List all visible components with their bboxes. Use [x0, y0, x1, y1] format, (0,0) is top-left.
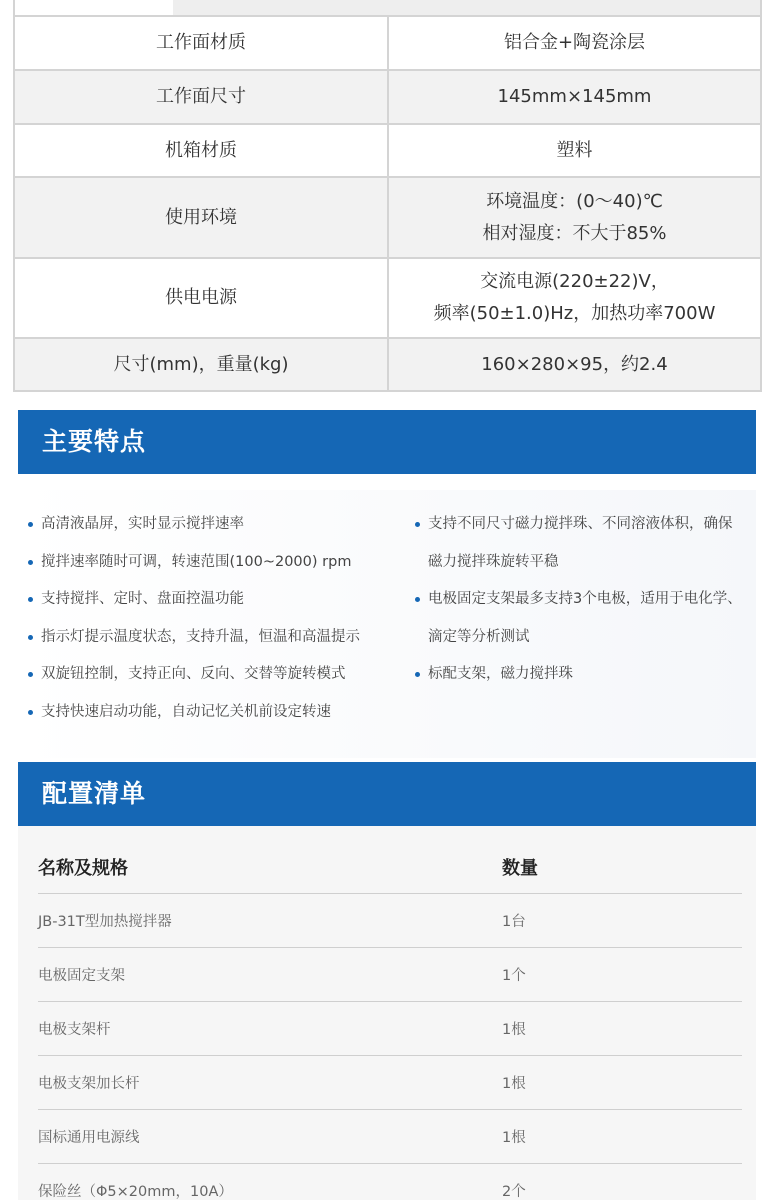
spec-value-line: 交流电源(220±22)V，: [480, 271, 669, 292]
bullet-icon: [415, 672, 420, 677]
spec-top-cell-right: [173, 0, 760, 15]
spec-key: 尺寸(mm)，重量(kg): [15, 339, 387, 390]
spec-value-line: 160×280×95，约2.4: [481, 353, 668, 375]
bullet-icon: [28, 710, 33, 715]
feature-text: 指示灯提示温度状态，支持升温，恒温和高温提示: [41, 628, 360, 645]
spec-table-top-edge: [13, 0, 762, 15]
item-qty: 1个: [502, 968, 526, 984]
spec-value: [389, 178, 760, 257]
spec-row: [15, 178, 760, 257]
spec-key: 供电电源: [15, 259, 387, 337]
features-panel: [18, 490, 756, 758]
bullet-icon: [28, 522, 33, 527]
features-list-right: [415, 506, 755, 694]
spec-key: 工作面材质: [15, 17, 387, 69]
spec-key: 使用环境: [15, 178, 387, 257]
spec-row: [15, 17, 760, 69]
table-row: [38, 1164, 742, 1200]
table-row: [38, 1110, 742, 1164]
feature-item: [28, 619, 388, 657]
feature-text: 搅拌速率随时可调，转速范围(100~2000) rpm: [41, 553, 352, 570]
item-name: JB-31T型加热搅拌器: [38, 914, 172, 930]
spec-value: [389, 339, 760, 390]
bullet-icon: [415, 522, 420, 527]
features-list-left: [28, 506, 388, 731]
spec-value: [389, 259, 760, 337]
feature-text: 标配支架，磁力搅拌珠: [428, 666, 573, 682]
spec-row: [15, 339, 760, 390]
feature-item: [415, 656, 755, 694]
spec-row: [15, 125, 760, 176]
feature-text-continued: 磁力搅拌珠旋转平稳: [428, 553, 559, 570]
feature-text: 支持快速启动功能，自动记忆关机前设定转速: [41, 703, 331, 720]
spec-key: 机箱材质: [15, 125, 387, 176]
spec-value-line: 塑料: [556, 139, 593, 161]
spec-table: [13, 0, 762, 392]
table-row: [38, 948, 742, 1002]
spec-value: [389, 17, 760, 69]
bullet-icon: [28, 672, 33, 677]
features-header: [18, 410, 756, 474]
feature-text: 支持搅拌、定时、盘面控温功能: [41, 591, 244, 607]
spec-key: 工作面尺寸: [15, 71, 387, 123]
config-table-header: [38, 840, 742, 894]
config-table: [38, 840, 742, 1200]
item-name: 电极支架加长杆: [38, 1076, 140, 1092]
spec-value-line: 环境温度：(0～40)℃: [486, 190, 663, 212]
feature-text: 电极固定支架最多支持3个电极，适用于电化学、: [428, 591, 742, 607]
feature-item: [28, 694, 388, 732]
column-header-qty: 数量: [502, 857, 538, 879]
spec-top-cell-left: [15, 0, 173, 15]
feature-text-continued: 滴定等分析测试: [428, 628, 530, 645]
feature-item: [415, 506, 755, 581]
table-row: [38, 1056, 742, 1110]
bullet-icon: [28, 560, 33, 565]
feature-item: [415, 581, 755, 656]
item-name: 电极固定支架: [38, 968, 125, 984]
column-header-name: 名称及规格: [38, 857, 128, 879]
spec-value: [389, 71, 760, 123]
item-qty: 1根: [502, 1022, 526, 1038]
item-qty: 1根: [502, 1076, 526, 1092]
spec-value-line: 相对湿度：不大于85%: [482, 222, 667, 244]
item-qty: 2个: [502, 1184, 526, 1200]
feature-text: 高清液晶屏，实时显示搅拌速率: [41, 516, 244, 532]
item-name: 国标通用电源线: [38, 1130, 140, 1146]
bullet-icon: [28, 597, 33, 602]
feature-item: [28, 581, 388, 619]
spec-value-line: 频率(50±1.0)Hz，加热功率700W: [433, 303, 716, 324]
spec-row: [15, 259, 760, 337]
item-name: 电极支架杆: [38, 1022, 111, 1038]
spec-value-line: 铝合金+陶瓷涂层: [503, 32, 646, 53]
features-title: 主要特点: [42, 427, 147, 456]
config-panel: [18, 826, 756, 1200]
feature-item: [28, 506, 388, 544]
spec-row: [15, 71, 760, 123]
feature-item: [28, 544, 388, 582]
spec-value: [389, 125, 760, 176]
table-row: [38, 1002, 742, 1056]
bullet-icon: [28, 635, 33, 640]
item-qty: 1台: [502, 914, 526, 930]
feature-text: 支持不同尺寸磁力搅拌珠、不同溶液体积，确保: [428, 516, 733, 532]
table-row: [38, 894, 742, 948]
feature-text: 双旋钮控制，支持正向、反向、交替等旋转模式: [41, 666, 346, 682]
spec-value-line: 145mm×145mm: [497, 86, 652, 107]
config-header: [18, 762, 756, 826]
feature-item: [28, 656, 388, 694]
config-title: 配置清单: [42, 779, 147, 808]
item-name: 保险丝（Φ5×20mm，10A）: [38, 1184, 233, 1200]
item-qty: 1根: [502, 1130, 526, 1146]
bullet-icon: [415, 597, 420, 602]
